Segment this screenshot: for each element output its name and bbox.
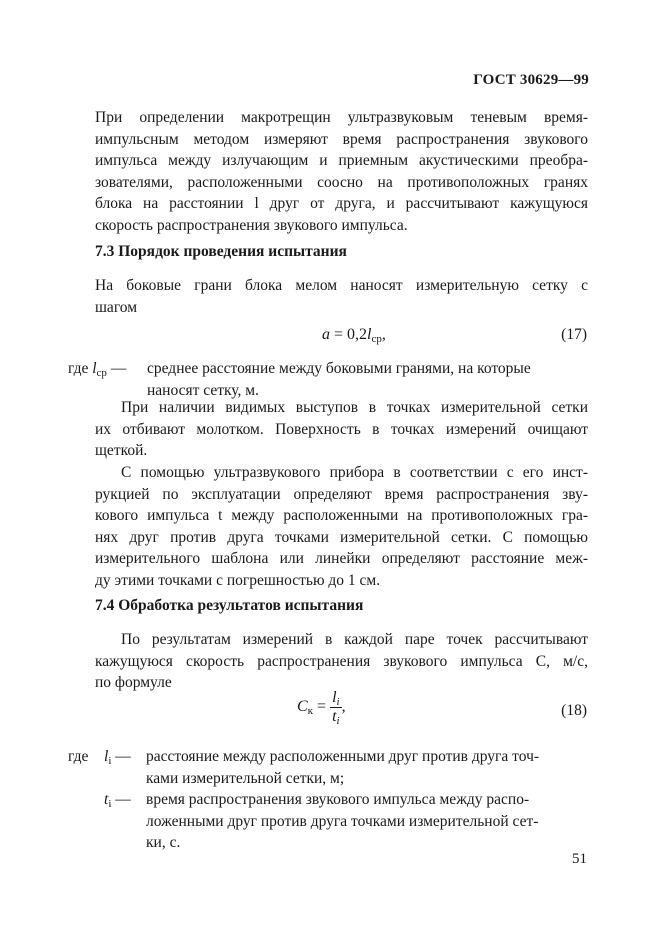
formula-18	[297, 689, 346, 726]
where-18-dash: —	[115, 748, 131, 765]
where-18-t-desc	[146, 789, 588, 854]
p74-line: по формуле	[95, 674, 172, 692]
where-18-line: время распространения звукового импульса между распо-	[146, 791, 530, 808]
equation-number-17: (17)	[561, 326, 587, 343]
p73c-line: измерительного шаблона или линейки определяют расстояние меж-	[95, 550, 588, 568]
p73c-line: кового импульса t между расположенными на противоположных гра-	[95, 507, 588, 525]
paragraph-7-4	[95, 629, 588, 694]
where-18-dash: —	[115, 791, 131, 808]
formula-18-tail: ,	[341, 698, 346, 716]
p73-line: На боковые грани блока мелом наносят измерительную сетку с	[95, 277, 588, 294]
p73-line: шагом	[95, 298, 138, 316]
intro-line: зователями, расположенными соосно на противоположных гранях	[95, 173, 588, 191]
page-number: 51	[572, 851, 587, 867]
formula-18-eq: =	[313, 698, 331, 716]
where-sub: ср	[96, 367, 107, 379]
where-var: l	[92, 360, 97, 377]
formula-17-var: l	[367, 326, 372, 343]
where-18-t-var	[104, 789, 131, 811]
paragraph-7-3-b	[95, 397, 588, 462]
where-18-t: t	[104, 791, 109, 808]
p73c-line: нях друг против друга точками измерительной сетки. С помощью	[95, 528, 588, 546]
where-18-l: l	[104, 748, 109, 765]
p73b-line: При наличии видимых выступов в точках измерительной сетки	[121, 399, 588, 416]
formula-17	[322, 326, 386, 344]
where-18-line: ками измерительной сетки, м;	[146, 769, 345, 787]
formula-17-sub: ср	[371, 333, 382, 345]
where-18-line: расстояние между расположенными друг против друга точ-	[146, 748, 540, 765]
p74-line: По результатам измерений в каждой паре точек рассчитывают	[121, 631, 588, 648]
where-18-label	[68, 746, 88, 768]
p73c-line: ду этими точками с погрешностью до 1 см.	[95, 571, 381, 589]
where-18-l-desc	[146, 746, 588, 789]
where-17-line: среднее расстояние между боковыми гранями, на которые	[147, 360, 531, 377]
formula-17-eq: = 0,2	[330, 326, 368, 343]
where-17-line: наносят сетку, м.	[147, 381, 259, 399]
p73b-line: щеткой.	[95, 442, 148, 460]
formula-18-num-sub: i	[336, 696, 340, 708]
formula-17-lhs: a	[322, 326, 330, 343]
where-18-line: ки, с.	[146, 834, 181, 852]
formula-18-den: t	[332, 708, 337, 725]
section-heading-7-3: 7.3 Порядок проведения испытания	[95, 243, 347, 260]
equation-number-18: (18)	[561, 702, 587, 719]
p73c-line: рукцией по эксплуатации определяют время распространения зву-	[95, 485, 588, 503]
where-18-t-sub: i	[108, 798, 112, 810]
formula-17-tail: ,	[381, 326, 386, 343]
where-word: где	[68, 748, 89, 765]
paragraph-7-3	[95, 275, 588, 318]
formula-18-sub: к	[307, 705, 314, 718]
where-17-label	[68, 358, 126, 380]
intro-line: импульсным методом измеряют время распространения звукового	[95, 130, 588, 148]
where-word: где	[68, 360, 89, 377]
intro-line: блока на расстоянии l друг от друга, и рассчитывают кажущуюся	[95, 195, 588, 213]
formula-18-lhs: C	[297, 698, 308, 716]
where-dash: —	[110, 360, 127, 377]
where-17-desc	[147, 358, 588, 401]
where-18-l-var	[104, 746, 131, 768]
intro-line: скорость распространения звукового импульса.	[95, 216, 408, 234]
intro-line: При определении макротрещин ультразвуковым теневым время-	[95, 109, 588, 126]
document-header: ГОСТ 30629—99	[473, 72, 589, 88]
p74-line: кажущуюся скорость распространения звукового импульса C, м/с,	[95, 652, 588, 670]
p73b-line: их отбивают молотком. Поверхность в точках измерений очищают	[95, 420, 588, 438]
where-18-line: ложенными друг против друга точками измерительной сет-	[146, 812, 539, 830]
section-heading-7-4: 7.4 Обработка результатов испытания	[95, 597, 364, 614]
paragraph-7-3-c	[95, 462, 588, 592]
formula-18-fraction	[330, 689, 342, 726]
intro-paragraph	[95, 107, 588, 237]
where-18-l-sub: i	[108, 755, 112, 767]
intro-line: импульса между излучающим и приемным акустическими преобра-	[95, 152, 588, 170]
p73c-line: С помощью ультразвукового прибора в соответствии с его инст-	[121, 464, 588, 481]
formula-18-num: l	[332, 689, 337, 706]
formula-18-den-sub: i	[336, 715, 340, 727]
